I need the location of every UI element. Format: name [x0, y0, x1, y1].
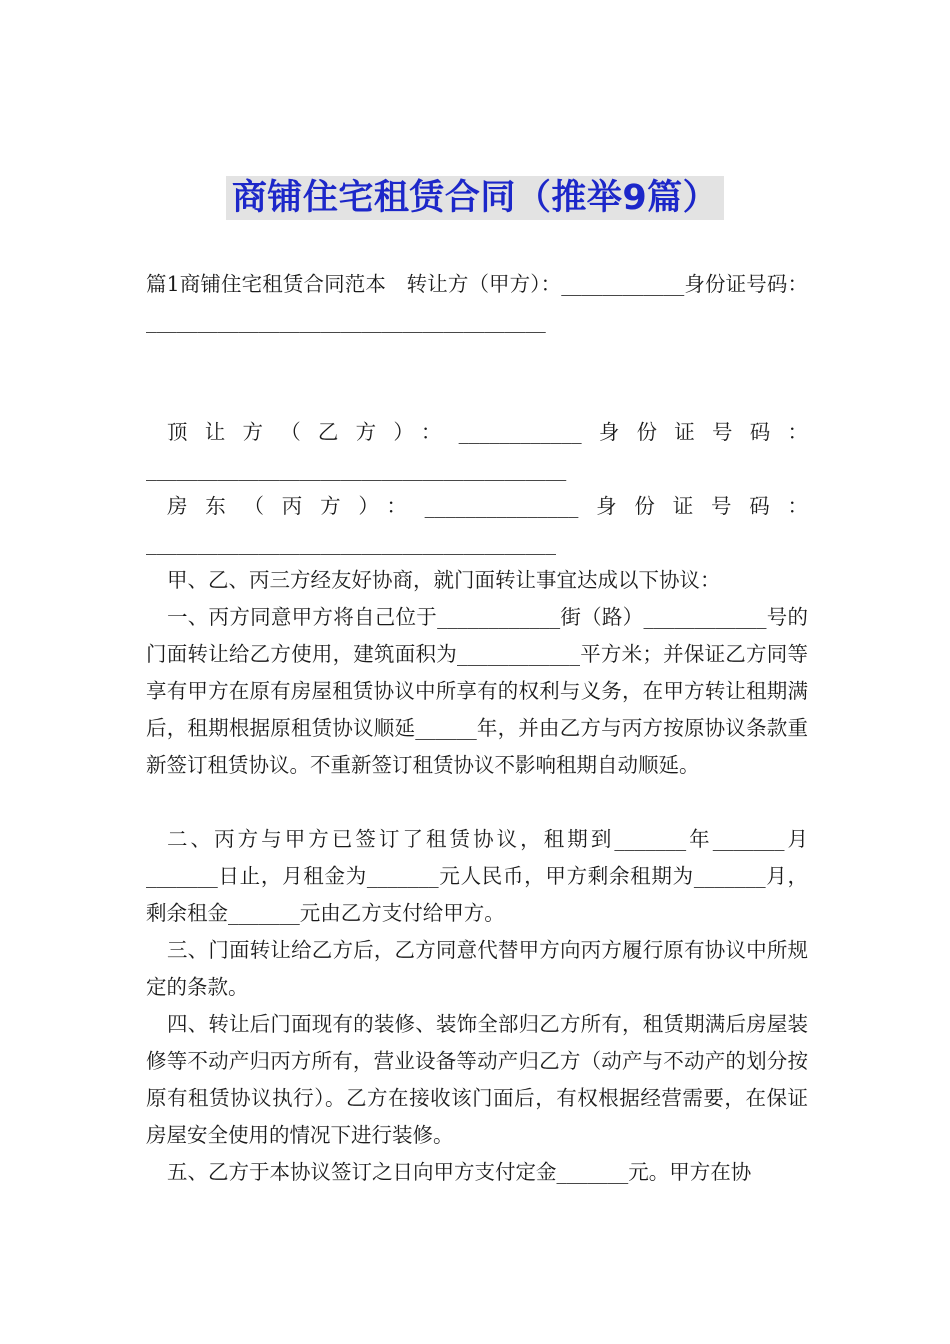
paragraph-clause-3: 三、门面转让给乙方后，乙方同意代替甲方向丙方履行原有协议中所规定的条款。	[146, 938, 808, 999]
paragraph-party-b: 顶让方（乙方）：____________身份证号码：_________________________________________	[146, 420, 808, 481]
paragraph-party-c: 房东（丙方）：_______________身份证号码：________________________________________	[146, 494, 808, 555]
paragraph-clause-4: 四、转让后门面现有的装修、装饰全部归乙方所有，租赁期满后房屋装修等不动产归丙方所有，营业设备等动产归乙方（动产与不动产的划分按原有租赁协议执行）。乙方在接收该门面后，有权根据经营需要，在保证房屋安全使用的情况下进行装修。	[146, 1012, 808, 1147]
paragraph-clause-5: 五、乙方于本协议签订之日向甲方支付定金_______元。甲方在协	[167, 1160, 752, 1184]
paragraph-intro: 篇1商铺住宅租赁合同范本 转让方（甲方）：____________身份证号码：_______________________________________	[146, 272, 808, 333]
paragraph-clause-1: 一、丙方同意甲方将自己位于____________街（路）____________号的门面转让给乙方使用，建筑面积为____________平方米；并保证乙方同等享有甲方在原有房屋租赁协议中所享有的权利与义务，在甲方转让租期满后，租期根据原租赁协议顺延______年，并由乙方与丙方按原协议条款重新签订租赁协议。不重新签订租赁协议不影响租期自动顺延。	[146, 605, 808, 777]
document-title: 商铺住宅租赁合同（推举9篇）	[226, 176, 724, 220]
paragraph-clause-2: 二、丙方与甲方已签订了租赁协议，租期到_______年_______月_______日止，月租金为_______元人民币，甲方剩余租期为_______月，剩余租金_______元由乙方支付给甲方。	[146, 827, 808, 925]
document-title-wrap	[0, 176, 950, 220]
paragraph-agreement-intro: 甲、乙、丙三方经友好协商，就门面转让事宜达成以下协议：	[167, 568, 721, 592]
